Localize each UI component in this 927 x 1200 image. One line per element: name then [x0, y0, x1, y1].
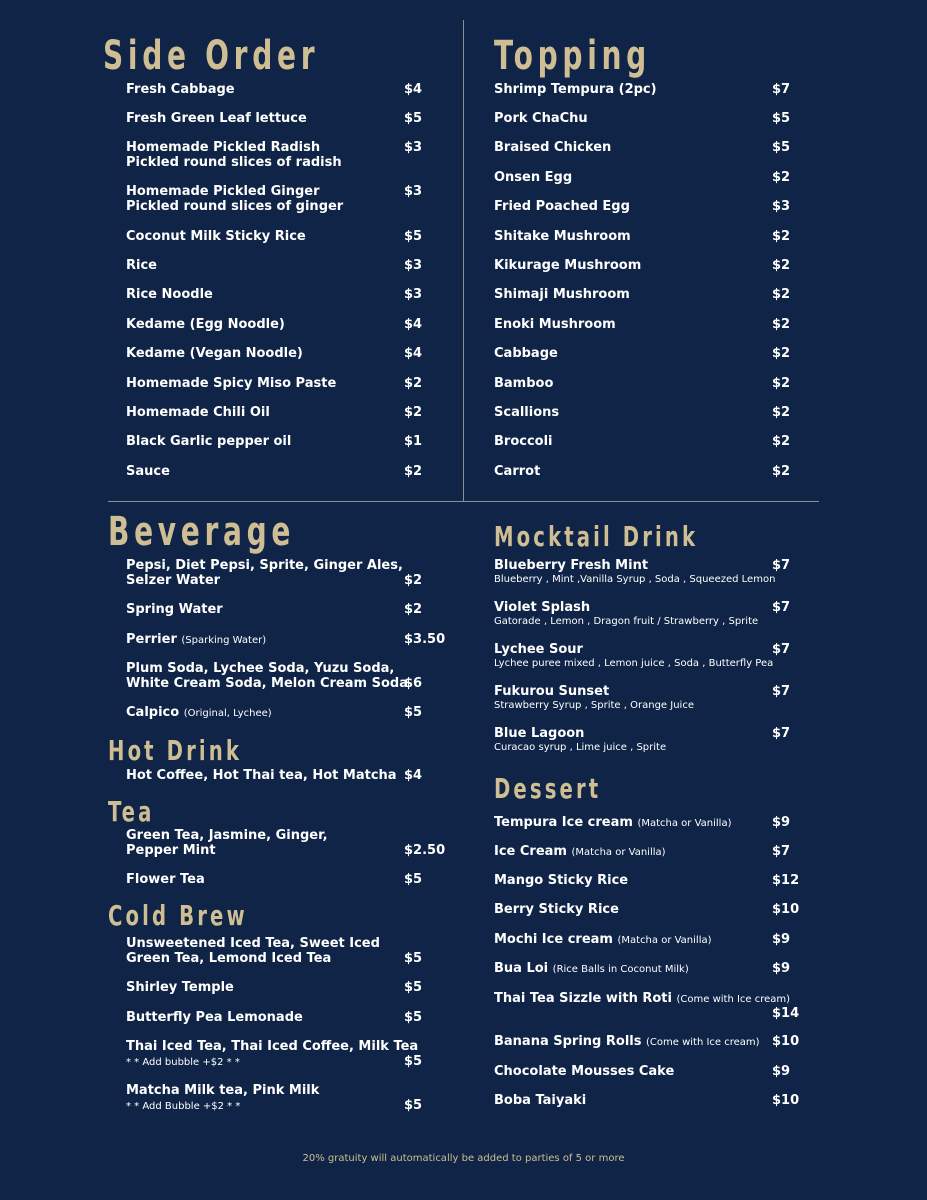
topping-item-name: Onsen Egg	[494, 170, 573, 185]
beverage-item-row	[126, 705, 272, 721]
topping-item-price: $3	[772, 199, 791, 214]
cold-brew-item-price: $5	[404, 980, 423, 995]
mocktail-item-name: Blueberry Fresh Mint	[494, 558, 649, 573]
hot-drink-heading: Hot Drink	[108, 734, 243, 767]
topping-item-name: Braised Chicken	[494, 140, 612, 155]
dessert-item-name: Chocolate Mousses Cake	[494, 1064, 675, 1079]
side-order-item-price: $3	[404, 184, 423, 199]
topping-item-price: $2	[772, 258, 791, 273]
beverage-item-price: $2	[404, 573, 423, 588]
side-order-item-name: Homemade Pickled Radish	[126, 140, 321, 155]
side-order-item-name: Kedame (Vegan Noodle)	[126, 346, 303, 361]
beverage-item-note: (Sparking Water)	[181, 635, 267, 646]
topping-item-name: Fried Poached Egg	[494, 199, 630, 214]
mocktail-item-ingredients: Lychee puree mixed , Lemon juice , Soda , Butterfly Pea	[494, 658, 774, 669]
dessert-item-price: $9	[772, 1064, 791, 1079]
topping-item-name: Pork ChaChu	[494, 111, 588, 126]
mocktail-item-price: $7	[772, 558, 791, 573]
topping-item-price: $2	[772, 317, 791, 332]
dessert-item-row	[494, 815, 731, 831]
cold-brew-item-price: $5	[404, 951, 423, 966]
tea-item-price: $2.50	[404, 843, 446, 858]
side-order-item-price: $4	[404, 82, 423, 97]
cold-brew-item-price: $5	[404, 1010, 423, 1025]
dessert-item-name: Bua Loi	[494, 961, 549, 976]
beverage-item-row	[126, 632, 266, 648]
beverage-item-name-line2: Selzer Water	[126, 573, 221, 588]
cold-brew-heading: Cold Brew	[108, 899, 248, 932]
dessert-item-name: Banana Spring Rolls	[494, 1034, 642, 1049]
dessert-item-note: (Rice Balls in Coconut Milk)	[552, 964, 689, 975]
topping-item-price: $2	[772, 464, 791, 479]
cold-brew-item-name: Thai Iced Tea, Thai Iced Coffee, Milk Tea	[126, 1039, 419, 1054]
side-order-item-name: Coconut Milk Sticky Rice	[126, 229, 306, 244]
side-order-item-price: $4	[404, 346, 423, 361]
topping-item-name: Scallions	[494, 405, 560, 420]
beverage-item-name: Spring Water	[126, 602, 223, 617]
mocktail-heading: Mocktail Drink	[494, 520, 699, 553]
side-order-item-price: $3	[404, 258, 423, 273]
cold-brew-item-price: $5	[404, 1054, 423, 1069]
topping-item-price: $2	[772, 287, 791, 302]
side-order-item-price: $2	[404, 376, 423, 391]
side-order-item-name: Sauce	[126, 464, 170, 479]
cold-brew-item-addon: * * Add bubble +$2 * *	[126, 1057, 240, 1068]
mocktail-item-ingredients: Strawberry Syrup , Sprite , Orange Juice	[494, 700, 694, 711]
cold-brew-item-price: $5	[404, 1098, 423, 1113]
side-order-item-price: $2	[404, 464, 423, 479]
dessert-item-price: $9	[772, 815, 791, 830]
side-order-item-description: Pickled round slices of radish	[126, 155, 342, 170]
column-divider	[463, 20, 464, 501]
dessert-item-name: Tempura Ice cream	[494, 815, 633, 830]
topping-item-name: Shitake Mushroom	[494, 229, 631, 244]
beverage-item-note: (Original, Lychee)	[183, 708, 272, 719]
dessert-item-note: (Matcha or Vanilla)	[571, 847, 666, 858]
beverage-item-name: Plum Soda, Lychee Soda, Yuzu Soda,	[126, 661, 395, 676]
side-order-item-name: Homemade Pickled Ginger	[126, 184, 320, 199]
dessert-item-price: $14	[772, 1006, 800, 1021]
dessert-item-name: Berry Sticky Rice	[494, 902, 619, 917]
mocktail-item-ingredients: Blueberry , Mint ,Vanilla Syrup , Soda , Squeezed Lemon	[494, 574, 776, 585]
topping-item-price: $5	[772, 140, 791, 155]
beverage-item-name: Calpico	[126, 705, 180, 720]
cold-brew-item-name-line2: Green Tea, Lemond Iced Tea	[126, 951, 332, 966]
side-order-item-name: Homemade Chili Oil	[126, 405, 270, 420]
side-order-item-name: Rice Noodle	[126, 287, 213, 302]
side-order-item-price: $1	[404, 434, 423, 449]
cold-brew-item-name: Unsweetened Iced Tea, Sweet Iced	[126, 936, 380, 951]
dessert-item-note: (Come with Ice cream)	[646, 1037, 760, 1048]
topping-item-price: $2	[772, 346, 791, 361]
tea-item-name-line2: Pepper Mint	[126, 843, 216, 858]
side-order-item-name: Black Garlic pepper oil	[126, 434, 292, 449]
mocktail-item-name: Fukurou Sunset	[494, 684, 610, 699]
dessert-item-row	[494, 991, 790, 1007]
tea-item-price: $5	[404, 872, 423, 887]
mocktail-item-ingredients: Gatorade , Lemon , Dragon fruit / Strawberry , Sprite	[494, 616, 759, 627]
dessert-item-row	[494, 961, 689, 977]
dessert-item-price: $10	[772, 902, 800, 917]
topping-item-name: Shrimp Tempura (2pc)	[494, 82, 657, 97]
beverage-heading: Beverage	[108, 509, 296, 555]
dessert-item-name: Thai Tea Sizzle with Roti	[494, 991, 672, 1006]
cold-brew-item-name: Shirley Temple	[126, 980, 234, 995]
dessert-item-name: Boba Taiyaki	[494, 1093, 587, 1108]
dessert-item-row	[494, 1034, 760, 1050]
topping-item-price: $5	[772, 111, 791, 126]
topping-heading: Topping	[494, 33, 651, 79]
topping-item-price: $7	[772, 82, 791, 97]
topping-item-price: $2	[772, 434, 791, 449]
side-order-item-name: Kedame (Egg Noodle)	[126, 317, 285, 332]
side-order-item-name: Rice	[126, 258, 157, 273]
cold-brew-item-name: Butterfly Pea Lemonade	[126, 1010, 303, 1025]
dessert-item-note: (Matcha or Vanilla)	[637, 818, 732, 829]
dessert-item-price: $9	[772, 932, 791, 947]
topping-item-name: Kikurage Mushroom	[494, 258, 642, 273]
mocktail-item-ingredients: Curacao syrup , Lime juice , Sprite	[494, 742, 667, 753]
beverage-item-name: Pepsi, Diet Pepsi, Sprite, Ginger Ales,	[126, 558, 403, 573]
hot-drink-item-price: $4	[404, 768, 423, 783]
side-order-item-price: $2	[404, 405, 423, 420]
tea-item-name: Green Tea, Jasmine, Ginger,	[126, 828, 328, 843]
side-order-item-name: Homemade Spicy Miso Paste	[126, 376, 337, 391]
dessert-item-name: Ice Cream	[494, 844, 567, 859]
side-order-item-price: $5	[404, 111, 423, 126]
topping-item-price: $2	[772, 376, 791, 391]
dessert-item-price: $10	[772, 1093, 800, 1108]
topping-item-price: $2	[772, 170, 791, 185]
topping-item-price: $2	[772, 229, 791, 244]
cold-brew-item-addon: * * Add Bubble +$2 * *	[126, 1101, 241, 1112]
dessert-item-price: $12	[772, 873, 800, 888]
side-order-item-name: Fresh Cabbage	[126, 82, 235, 97]
mocktail-item-price: $7	[772, 642, 791, 657]
dessert-item-price: $10	[772, 1034, 800, 1049]
beverage-item-price: $6	[404, 676, 423, 691]
dessert-item-row	[494, 932, 712, 948]
beverage-item-price: $3.50	[404, 632, 446, 647]
mocktail-item-price: $7	[772, 600, 791, 615]
tea-item-name: Flower Tea	[126, 872, 205, 887]
dessert-item-price: $7	[772, 844, 791, 859]
mocktail-item-price: $7	[772, 726, 791, 741]
beverage-item-price: $5	[404, 705, 423, 720]
cold-brew-item-name: Matcha Milk tea, Pink Milk	[126, 1083, 320, 1098]
topping-item-price: $2	[772, 405, 791, 420]
side-order-item-price: $3	[404, 287, 423, 302]
topping-item-name: Broccoli	[494, 434, 553, 449]
mocktail-item-name: Lychee Sour	[494, 642, 583, 657]
beverage-item-price: $2	[404, 602, 423, 617]
section-divider	[108, 501, 819, 502]
side-order-item-name: Fresh Green Leaf lettuce	[126, 111, 307, 126]
side-order-item-price: $4	[404, 317, 423, 332]
mocktail-item-price: $7	[772, 684, 791, 699]
tea-heading: Tea	[108, 795, 155, 828]
hot-drink-item-name: Hot Coffee, Hot Thai tea, Hot Matcha	[126, 768, 397, 783]
dessert-item-name: Mochi Ice cream	[494, 932, 613, 947]
dessert-item-row	[494, 844, 666, 860]
topping-item-name: Shimaji Mushroom	[494, 287, 630, 302]
side-order-item-price: $5	[404, 229, 423, 244]
mocktail-item-name: Blue Lagoon	[494, 726, 585, 741]
topping-item-name: Enoki Mushroom	[494, 317, 616, 332]
beverage-item-name: Perrier	[126, 632, 177, 647]
mocktail-item-name: Violet Splash	[494, 600, 591, 615]
side-order-item-price: $3	[404, 140, 423, 155]
topping-item-name: Carrot	[494, 464, 541, 479]
beverage-item-name-line2: White Cream Soda, Melon Cream Soda	[126, 676, 408, 691]
dessert-item-name: Mango Sticky Rice	[494, 873, 629, 888]
dessert-item-note: (Matcha or Vanilla)	[617, 935, 712, 946]
dessert-item-price: $9	[772, 961, 791, 976]
dessert-heading: Dessert	[494, 772, 602, 805]
side-order-item-description: Pickled round slices of ginger	[126, 199, 344, 214]
side-order-heading: Side Order	[103, 33, 320, 79]
topping-item-name: Bamboo	[494, 376, 554, 391]
gratuity-footer: 20% gratuity will automatically be added to parties of 5 or more	[302, 1153, 625, 1164]
dessert-item-note: (Come with Ice cream)	[676, 994, 791, 1005]
topping-item-name: Cabbage	[494, 346, 558, 361]
